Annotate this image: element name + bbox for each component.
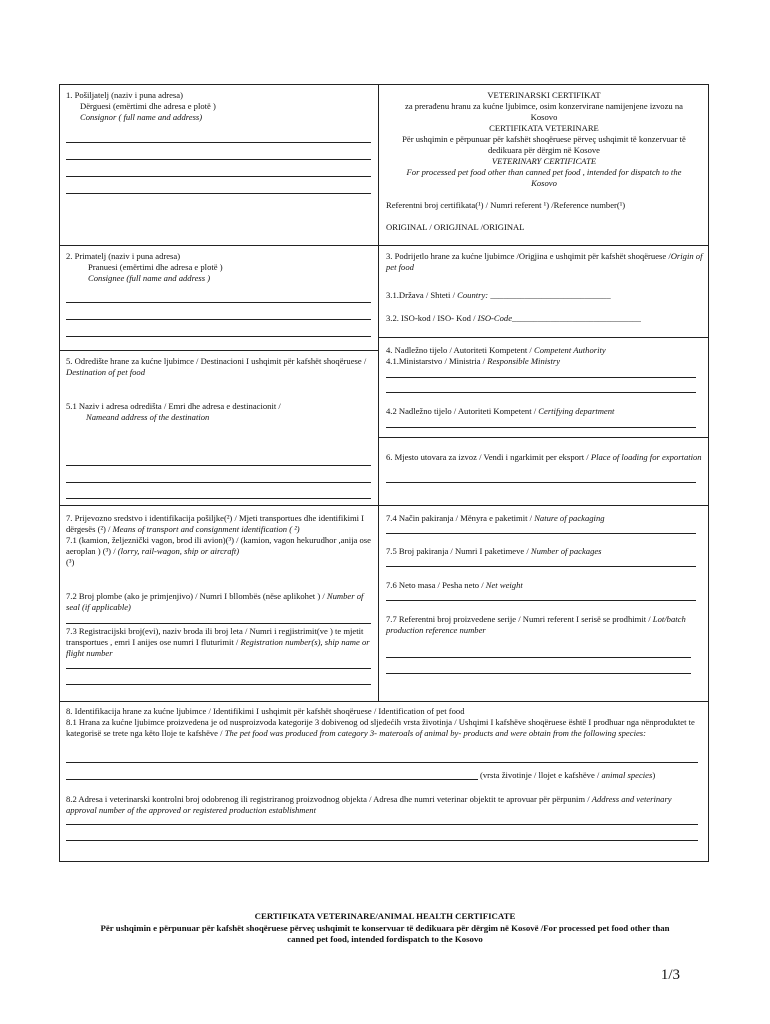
consignee-line-3[interactable] (66, 336, 371, 337)
consignor-section (66, 90, 371, 123)
destination-name-address (66, 401, 371, 423)
header-subtitle-en: For processed pet food other than canned pet food , intended for dispatch to the Kosovo (406, 167, 682, 188)
animal-species-label: (vrsta životinje / llojet e kafshëve / animal species) (480, 770, 656, 780)
package-count-line[interactable] (386, 566, 696, 567)
consignee-line-1[interactable] (66, 302, 371, 303)
packaging-nature-line[interactable] (386, 533, 696, 534)
registration-line-1[interactable] (66, 668, 371, 669)
destination-name-label: 5.1 Naziv i adresa odredišta / Emri dhe adresa e destinacionit / (66, 401, 281, 411)
competent-authority-section (386, 345, 704, 367)
row-divider-4 (59, 701, 709, 702)
header-title-sq: CERTIFIKATA VETERINARE (489, 123, 599, 133)
consignor-label-en: Consignor ( full name and address) (80, 112, 203, 122)
certificate-footer (60, 911, 710, 946)
iso-code-field[interactable]: 3.2. ISO-kod / ISO- Kod / ISO-Code______________________________ (386, 313, 641, 323)
row-divider-left-2 (59, 350, 378, 351)
ministry-line-1[interactable] (386, 377, 696, 378)
net-weight-line[interactable] (386, 600, 696, 601)
origin-label: 3. Podrijetlo hrane za kućne ljubimce /Origjina e ushqimit për kafshët shoqëruese /Origin of pet food (386, 251, 703, 272)
column-divider-top (378, 84, 379, 701)
consignor-line-4[interactable] (66, 193, 371, 194)
identification-label: 8. Identifikacija hrane za kućne ljubimce / Identifikimi I ushqimit për kafshët shoqëruese / Identification of pet food (66, 706, 465, 716)
seal-number-label: 7.2 Broj plombe (ako je primjenjivo) / Numri I bllombës (nëse aplikohet ) / Number of seal (if applicable) (66, 591, 364, 612)
original-label: ORIGINAL / ORIGJINAL /ORIGINAL (386, 222, 525, 232)
competent-authority-label: 4. Nadležno tijelo / Autoriteti Kompetent / Competent Authority (386, 345, 606, 355)
consignee-section (66, 251, 371, 284)
transport-section (66, 513, 371, 568)
establishment-line-2[interactable] (66, 840, 698, 841)
certificate-header (388, 90, 700, 189)
species-line-2[interactable] (66, 779, 478, 780)
net-weight-label: 7.6 Neto masa / Pesha neto / Net weight (386, 580, 523, 590)
consignee-label-sq: Pranuesi (emërtimi dhe adresa e plotë ) (88, 262, 223, 272)
loading-place-section: 6. Mjesto utovara za izvoz / Vendi i ngarkimit per eksport / Place of loading for exportation (386, 452, 702, 462)
header-title-hr: VETERINARSKI CERTIFIKAT (487, 90, 601, 100)
packaging-nature-label: 7.4 Način pakiranja / Mënyra e paketimit / Nature of packaging (386, 513, 605, 523)
consignor-line-3[interactable] (66, 176, 371, 177)
consignee-label-hr: 2. Primatelj (naziv i puna adresa) (66, 251, 181, 261)
footer-subtitle: Për ushqimin e përpunuar për kafshët shoqëruese përveç ushqimit te konservuar të dedikuara për dërgim në Kosovë /For processed pet food other than canned pet food, intended fordispatch to the Kosovo (100, 922, 670, 944)
package-count-label: 7.5 Broj pakiranja / Numri I paketimeve / Number of packages (386, 546, 602, 556)
header-title-en: VETERINARY CERTIFICATE (491, 156, 597, 166)
establishment-line-1[interactable] (66, 824, 698, 825)
reference-number: Referentni broj certifikata(¹) / Numri referent ¹) /Reference number(¹) (386, 200, 626, 210)
transport-label: 7. Prijevozno sredstvo i identifikacija pošiljke(²) / Mjeti transportues dhe identifikimi I dërgesës (²) / Means of transport and consignment identification ( ²) (66, 513, 365, 534)
transport-vehicle-label: 7.1 (kamion, željeznički vagon, brod ili avion)(³) / (kamion, vagon hekurudhor ,anija ose aeroplan ) (³) / (lorry, rail-wagon, ship or aircraft) (³) (66, 535, 371, 567)
registration-number-label: 7.3 Registracijski broj(evi), naziv broda ili broj leta / Numri i regjistrimit(ve ) te mjetit transportues , emri I anijes ose numri I fluturimit / Registration number(s), ship name or flight number (66, 626, 370, 658)
footer-title: CERTIFIKATA VETERINARE/ANIMAL HEALTH CERTIFICATE (254, 911, 516, 921)
consignor-label-hr: 1. Pošiljatelj (naziv i puna adresa) (66, 90, 183, 100)
lot-number-line-1[interactable] (386, 657, 691, 658)
registration-line-2[interactable] (66, 684, 371, 685)
destination-name-label-en: Nameand address of the destination (86, 412, 210, 422)
country-field[interactable]: 3.1.Država / Shteti / Country: ____________________________ (386, 290, 611, 300)
consignee-label-en: Consignee (full name and address ) (88, 273, 211, 283)
destination-line-2[interactable] (66, 482, 371, 483)
header-subtitle-hr: za prerađenu hranu za kućne ljubimce, osim konzervirane namijenjene izvozu na Kosovo (405, 101, 683, 122)
consignor-label-sq: Dërguesi (emërtimi dhe adresa e plotë ) (80, 101, 216, 111)
ministry-line-2[interactable] (386, 392, 696, 393)
destination-label: 5. Odredište hrane za kućne ljubimce / Destinacioni I ushqimit për kafshët shoqëruese / Destination of pet food (66, 356, 367, 377)
species-line-1[interactable] (66, 762, 698, 763)
consignee-line-2[interactable] (66, 319, 371, 320)
row-divider-right-3 (378, 437, 709, 438)
row-divider-3 (59, 505, 709, 506)
pet-food-identification-section (66, 706, 702, 739)
species-origin-label: 8.1 Hrana za kućne ljubimce proizvedena je od nusproizvoda kategorije 3 dobivenog od sljedećih vrsta životinja / Ushqimi I kafshëve shoqëruese është I prodhuar nga nënproduktet te kategorisë se trete nga këto lloje te kafshëve / The pet food was produced from category 3- materoals of animal by- products and were obtain from the following species: (66, 717, 695, 738)
destination-section (66, 356, 371, 378)
row-divider-1 (59, 245, 709, 246)
destination-line-3[interactable] (66, 498, 371, 499)
consignor-line-2[interactable] (66, 159, 371, 160)
establishment-address-label: 8.2 Adresa i veterinarski kontrolni broj odobrenog ili registriranog proizvodnog objekta / Adresa dhe numri veterinar objektit te aprovuar për përpunim / Address and veterinary approval number of the approved or registered production establishment (66, 794, 672, 815)
header-subtitle-sq: Për ushqimin e përpunuar për kafshët shoqëruese përveç ushqimit të konzervuar të dedikuara për dërgim në Kosove (402, 134, 686, 155)
lot-number-line-2[interactable] (386, 673, 691, 674)
loading-place-line[interactable] (386, 482, 696, 483)
lot-number-label: 7.7 Referentni broj proizvedene serije / Numri referent I serisë se prodhimit / Lot/batch production reference number (386, 614, 686, 635)
consignor-line-1[interactable] (66, 142, 371, 143)
certifying-department-line[interactable] (386, 427, 696, 428)
seal-number-line[interactable] (66, 623, 371, 624)
certifying-department-label: 4.2 Nadležno tijelo / Autoriteti Kompetent / Certifying department (386, 406, 615, 416)
ministry-label: 4.1.Ministarstvo / Ministria / Responsible Ministry (386, 356, 561, 366)
row-divider-right-2 (378, 337, 709, 338)
page-number: 1/3 (660, 967, 680, 983)
destination-line-1[interactable] (66, 465, 371, 466)
origin-section (386, 251, 704, 273)
